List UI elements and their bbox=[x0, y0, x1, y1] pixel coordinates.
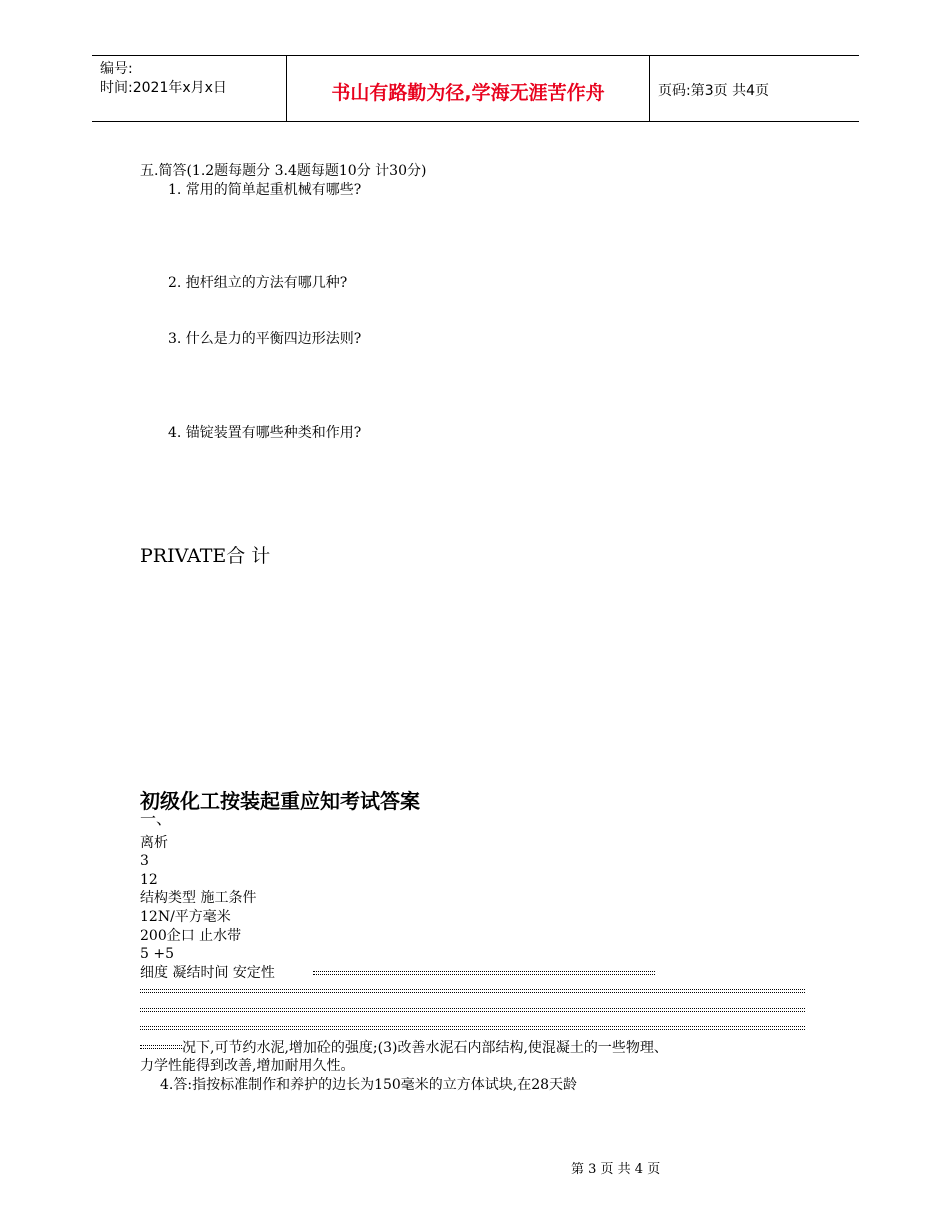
motto: 书山有路勤为径,学海无涯苦作舟 bbox=[331, 82, 605, 104]
private-total: PRIVATE合 计 bbox=[140, 545, 271, 567]
answer-line: 200企口 止水带 bbox=[140, 928, 242, 944]
serial-label: 编号: bbox=[100, 61, 133, 77]
answer-line: 细度 凝结时间 安定性 bbox=[140, 965, 275, 981]
dotted-filler bbox=[313, 971, 655, 975]
answer-line: 12N/平方毫米 bbox=[140, 909, 231, 925]
page-footer: 第 3 页 共 4 页 bbox=[571, 1162, 661, 1177]
time-label: 时间:2021年x月x日 bbox=[100, 80, 227, 96]
header-bottom-border bbox=[92, 121, 859, 122]
question-1: 1. 常用的简单起重机械有哪些? bbox=[168, 182, 362, 198]
header-top-border bbox=[92, 55, 859, 56]
answer-line: 结构类型 施工条件 bbox=[140, 890, 257, 906]
question-2: 2. 抱杆组立的方法有哪几种? bbox=[168, 275, 348, 291]
answer-line: 3 bbox=[140, 853, 149, 869]
answer-line: 5 +5 bbox=[140, 946, 174, 962]
answer-line: 12 bbox=[140, 872, 158, 888]
question-4: 4. 锚锭装置有哪些种类和作用? bbox=[168, 425, 362, 441]
answer-title: 初级化工按装起重应知考试答案 bbox=[140, 789, 420, 813]
section-heading: 五.简答(1.2题每题分 3.4题每题10分 计30分) bbox=[140, 163, 427, 179]
answer-line: 离析 bbox=[140, 835, 168, 851]
answer-continuation: 力学性能得到改善,增加耐用久性。 bbox=[140, 1058, 355, 1074]
page-code: 页码:第3页 共4页 bbox=[658, 83, 769, 99]
dotted-filler bbox=[140, 1026, 805, 1030]
dotted-filler bbox=[140, 989, 805, 993]
question-3: 3. 什么是力的平衡四边形法则? bbox=[168, 331, 362, 347]
dotted-filler bbox=[140, 1008, 805, 1012]
answer-part-one: 一、 bbox=[140, 809, 173, 828]
dotted-filler bbox=[140, 1045, 182, 1049]
header-divider-right bbox=[649, 56, 650, 122]
answer-4: 4.答:指按标准制作和养护的边长为150毫米的立方体试块,在28天龄 bbox=[160, 1077, 578, 1093]
answer-continuation: 况下,可节约水泥,增加砼的强度;(3)改善水泥石内部结构,使混凝土的一些物理、 bbox=[182, 1040, 668, 1056]
